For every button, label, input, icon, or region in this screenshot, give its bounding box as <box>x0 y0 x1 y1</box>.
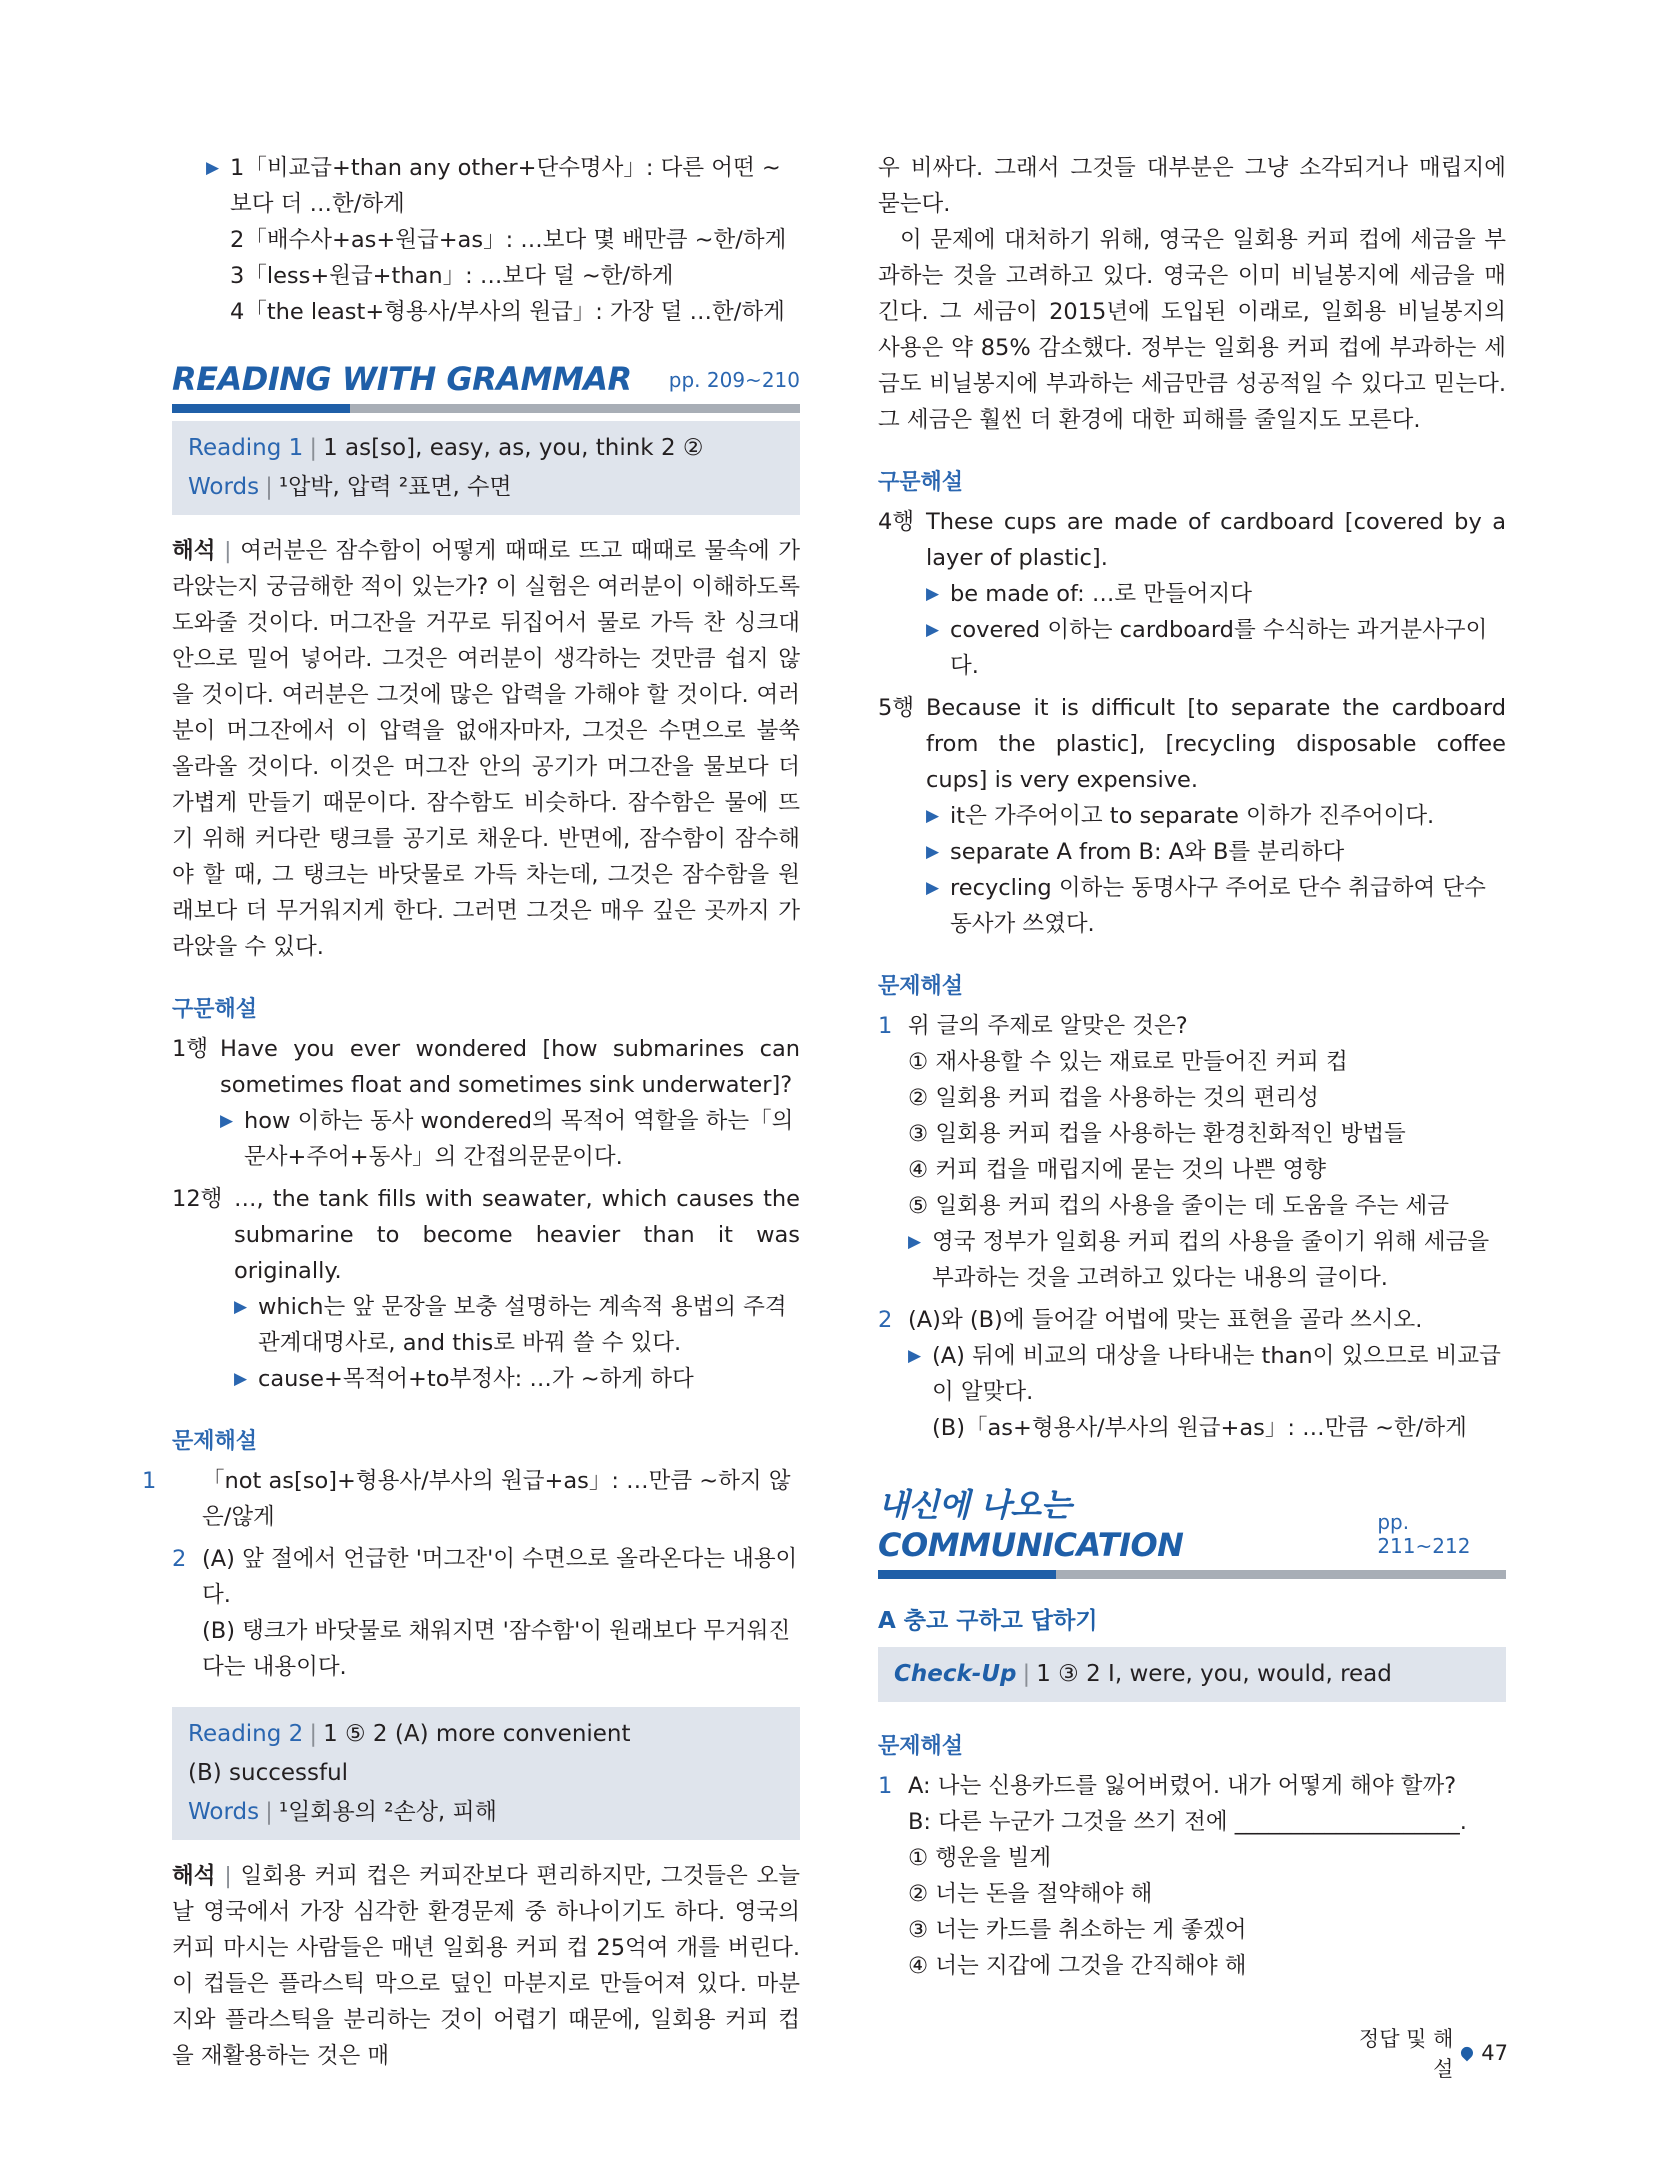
translation-paragraph-2: 이 문제에 대처하기 위해, 영국은 일회용 커피 컵에 세금을 부과하는 것을 고려하고 있다. 영국은 이미 비닐봉지에 세금을 매긴다. 그 세금이 2015년에 도입된 이래로, 일회용 비닐봉지의 사용은 약 85% 감소했다. 정부는 일회용 커피 컵에 부과하는 세금도 비닐봉지에 부과하는 세금만큼 성공적일 수 있다고 믿는다. 그 세금은 훨씬 더 환경에 대한 피해를 줄일지도 모른다. <box>878 227 1506 433</box>
words-label: Words <box>188 474 260 500</box>
page-number: 47 <box>1481 2041 1508 2065</box>
option-item: ④ 너는 지갑에 그것을 간직해야 해 <box>908 1953 1247 1979</box>
question-number: 1 <box>878 1013 893 1039</box>
bullet-text: separate A from B: A와 B를 분리하다 <box>950 839 1345 865</box>
triangle-bullet-icon: ▶ <box>926 842 940 862</box>
comparison-points <box>172 150 800 330</box>
munje-bullet <box>878 1338 1506 1446</box>
gumun-sentence: Because it is difficult [to separate the cardboard from the plastic], [recycling disposable coffee cups] is very expensive. <box>926 695 1506 793</box>
communication-title-en: COMMUNICATION <box>878 1526 1184 1564</box>
gumun-bullet <box>926 870 1506 942</box>
bullet-text: it은 가주어이고 to separate 이하가 진주어이다. <box>950 803 1435 829</box>
gumun-line4 <box>878 504 1506 684</box>
reading2-answer-2: (B) successful <box>188 1760 349 1786</box>
point-text: 2「배수사+as+원급+as」: …보다 몇 배만큼 ~한/하게 <box>230 227 787 253</box>
option-item: ⑤ 일회용 커피 컵의 사용을 줄이는 데 도움을 주는 세금 <box>908 1193 1449 1219</box>
gumun-bullet <box>234 1361 800 1397</box>
option-item: ② 너는 돈을 절약해야 해 <box>908 1881 1153 1907</box>
munje3-q1 <box>878 1768 1506 1984</box>
triangle-bullet-icon: ▶ <box>234 1369 248 1389</box>
triangle-bullet-icon: ▶ <box>908 1232 922 1252</box>
gumun-bullet <box>926 834 1506 870</box>
option-item: ② 일회용 커피 컵을 사용하는 것의 편리성 <box>908 1085 1319 1111</box>
question-text: 위 글의 주제로 알맞은 것은? <box>908 1013 1188 1039</box>
right-column <box>878 150 1506 1984</box>
bullet-text: covered 이하는 cardboard를 수식하는 과거분사구이다. <box>950 617 1488 679</box>
point-item <box>206 222 800 258</box>
haeseok-label: 해석 <box>172 1863 216 1889</box>
dialogue-a: A: 나는 신용카드를 잃어버렸어. 내가 어떻게 해야 할까? <box>908 1773 1457 1799</box>
bullet-text: 영국 정부가 일회용 커피 컵의 사용을 줄이기 위해 세금을 부과하는 것을 고려하고 있다는 내용의 글이다. <box>932 1229 1490 1291</box>
munje-heading: 문제해설 <box>878 974 964 999</box>
haeseok-paragraph-2: 해석 | 일회용 커피 컵은 커피잔보다 편리하지만, 그것들은 오늘날 영국에서 가장 심각한 환경문제 중 하나이기도 하다. 영국의 커피 마시는 사람들은 매년 일회용 커피 컵 25억여 개를 버린다. 이 컵들은 플라스틱 막으로 덮인 마분지로 만들어져 있다. 마분지와 플라스틱을 분리하는 것이 어렵기 때문에, 일회용 커피 컵을 재활용하는 것은 매 <box>172 1863 800 2069</box>
gumun-sentence: …, the tank fills with seawater, which causes the submarine to become heavier than it was originally. <box>234 1186 800 1284</box>
answer-b: (B) 탱크가 바닷물로 채워지면 '잠수함'이 원래보다 무거워진다는 내용이다. <box>202 1618 791 1680</box>
communication-title <box>878 1480 1377 1564</box>
gumun-bullet <box>926 798 1506 834</box>
gumun-bullet <box>926 612 1506 684</box>
option-item: ① 행운을 빌게 <box>908 1845 1052 1871</box>
bullet-text: (B)「as+형용사/부사의 원급+as」: …만큼 ~한/하게 <box>932 1415 1467 1441</box>
triangle-bullet-icon: ▶ <box>220 1111 234 1131</box>
reading2-label: Reading 2 <box>188 1721 304 1747</box>
bullet-text: recycling 이하는 동명사구 주어로 단수 취급하여 단수 동사가 쓰였다. <box>950 875 1486 937</box>
reading2-answer-box: Reading 2 | 1 ⑤ 2 (A) more convenient (B) successful Words | ¹일회용의 ²손상, 피해 <box>172 1707 800 1840</box>
gumun-bullet <box>926 576 1506 612</box>
point-item <box>206 150 800 222</box>
checkup-label: Check-Up <box>894 1661 1017 1687</box>
left-column <box>142 150 800 2074</box>
communication-header <box>878 1480 1506 1579</box>
dialogue-b: B: 다른 누군가 그것을 쓰기 전에 ____________________. <box>908 1809 1467 1835</box>
bullet-text: be made of: …로 만들어지다 <box>950 581 1252 607</box>
footer-label: 정답 및 해설 <box>1358 2027 1454 2081</box>
point-text: 1「비교급+than any other+단수명사」: 다른 어떤 ~보다 더 …한/하게 <box>230 155 781 217</box>
gumun-heading: 구문해설 <box>172 997 258 1022</box>
triangle-bullet-icon: ▶ <box>926 878 940 898</box>
gumun-line5 <box>878 690 1506 942</box>
haeseok-text: 일회용 커피 컵은 커피잔보다 편리하지만, 그것들은 오늘날 영국에서 가장 심각한 환경문제 중 하나이기도 하다. 영국의 커피 마시는 사람들은 매년 일회용 커피 컵 25억여 개를 버린다. 이 컵들은 플라스틱 막으로 덮인 마분지로 만들어져 있다. 마분지와 플라스틱을 분리하는 것이 어렵기 때문에, 일회용 커피 컵을 재활용하는 것은 매 <box>172 1863 800 2069</box>
haeseok-label: 해석 <box>172 538 216 564</box>
communication-pages: pp. 211~212 <box>1377 1510 1471 1558</box>
point-item <box>206 294 800 330</box>
bullet-text: how 이하는 동사 wondered의 목적어 역할을 하는「의문사+주어+동사」의 간접의문문이다. <box>244 1108 794 1170</box>
gumun-sentence: These cups are made of cardboard [covered by a layer of plastic]. <box>926 509 1506 571</box>
point-text: 3「less+원급+than」: …보다 덜 ~한/하게 <box>230 263 674 289</box>
reading1-answer-box: Reading 1 | 1 as[so], easy, as, you, think 2 ② Words | ¹압박, 압력 ²표면, 수면 <box>172 421 800 515</box>
title-bar <box>878 1570 1506 1579</box>
page-footer <box>1340 2023 1508 2083</box>
triangle-bullet-icon: ▶ <box>206 158 220 178</box>
triangle-bullet-icon: ▶ <box>926 620 940 640</box>
munje2-q2 <box>878 1302 1506 1338</box>
communication-subheading: A 충고 구하고 답하기 <box>878 1608 1098 1634</box>
answer-a: (A) 앞 절에서 언급한 '머그잔'이 수면으로 올라온다는 내용이다. <box>202 1546 798 1608</box>
option-item: ① 재사용할 수 있는 재료로 만들어진 커피 컵 <box>908 1049 1348 1075</box>
haeseok-text: 여러분은 잠수함이 어떻게 때때로 뜨고 때때로 물속에 가라앉는지 궁금해한 적이 있는가? 이 실험은 여러분이 이해하도록 도와줄 것이다. 머그잔을 거꾸로 뒤집어서 물로 가득 찬 싱크대 안으로 밀어 넣어라. 그것은 여러분이 생각하는 것만큼 쉽지 않을 것이다. 여러분은 그것에 많은 압력을 가해야 할 것이다. 여러분이 머그잔에서 이 압력을 없애자마자, 그것은 수면으로 불쑥 올라올 것이다. 이것은 머그잔 안의 공기가 머그잔을 물보다 더 가볍게 만들기 때문이다. 잠수함도 비슷하다. 잠수함은 물에 뜨기 위해 커다란 탱크를 공기로 채운다. 반면에, 잠수함이 잠수해야 할 때, 그 탱크는 바닷물로 가득 차는데, 그것은 잠수함을 원래보다 더 무거워지게 한다. 그러면 그것은 매우 깊은 곳까지 가라앉을 수 있다. <box>172 538 800 960</box>
triangle-bullet-icon: ▶ <box>234 1297 248 1317</box>
munje-heading: 문제해설 <box>172 1429 258 1454</box>
reading2-words: ¹일회용의 ²손상, 피해 <box>278 1799 497 1825</box>
reading1-words: ¹압박, 압력 ²표면, 수면 <box>278 474 512 500</box>
line-number: 4행 <box>878 509 915 535</box>
reading1-answer: 1 as[so], easy, as, you, think 2 ② <box>323 435 704 461</box>
triangle-bullet-icon: ▶ <box>926 584 940 604</box>
reading-grammar-header <box>172 360 800 413</box>
bullet-text: which는 앞 문장을 보충 설명하는 계속적 용법의 주격 관계대명사로, and this로 바꿔 쓸 수 있다. <box>258 1294 787 1356</box>
reading2-answer: 1 ⑤ 2 (A) more convenient <box>323 1721 631 1747</box>
checkup-box: Check-Up | 1 ③ 2 I, were, you, would, read <box>878 1647 1506 1702</box>
question-number: 1 <box>878 1773 893 1799</box>
gumun-bullet <box>220 1103 800 1175</box>
question-number: 2 <box>172 1546 187 1572</box>
checkup-answer: 1 ③ 2 I, were, you, would, read <box>1036 1661 1392 1687</box>
words-label: Words <box>188 1799 260 1825</box>
gumun-bullet <box>234 1289 800 1361</box>
munje-heading: 문제해설 <box>878 1734 964 1759</box>
line-number: 1행 <box>172 1036 209 1062</box>
translation-continued: 우 비싸다. 그래서 그것들 대부분은 그냥 소각되거나 매립지에 묻는다. <box>878 155 1506 217</box>
triangle-bullet-icon: ▶ <box>908 1346 922 1366</box>
bullet-text: (A) 뒤에 비교의 대상을 나타내는 than이 있으므로 비교급이 알맞다. <box>932 1343 1501 1405</box>
communication-title-kr: 내신에 나오는 <box>878 1486 1072 1524</box>
munje2-q1 <box>878 1008 1506 1044</box>
reading1-label: Reading 1 <box>188 435 304 461</box>
munje1-q2 <box>172 1541 800 1685</box>
pin-icon <box>1459 2045 1476 2062</box>
gumun-line1 <box>172 1031 800 1175</box>
question-number: 2 <box>878 1307 893 1333</box>
gumun-heading: 구문해설 <box>878 470 964 495</box>
option-item: ③ 너는 카드를 취소하는 게 좋겠어 <box>908 1917 1247 1943</box>
option-item: ④ 커피 컵을 매립지에 묻는 것의 나쁜 영향 <box>908 1157 1326 1183</box>
section-pages: pp. 209~210 <box>668 368 800 392</box>
section-title: READING WITH GRAMMAR <box>172 360 632 398</box>
munje-bullet <box>878 1224 1506 1296</box>
question-number: 1 <box>142 1468 157 1494</box>
question-text: (A)와 (B)에 들어갈 어법에 맞는 표현을 골라 쓰시오. <box>908 1307 1423 1333</box>
option-item: ③ 일회용 커피 컵을 사용하는 환경친화적인 방법들 <box>908 1121 1406 1147</box>
gumun-sentence: Have you ever wondered [how submarines can sometimes float and sometimes sink underwater]? <box>220 1036 800 1098</box>
question-text: 「not as[so]+형용사/부사의 원급+as」: …만큼 ~하지 않은/않게 <box>202 1468 791 1530</box>
haeseok-paragraph-1: 해석 | 여러분은 잠수함이 어떻게 때때로 뜨고 때때로 물속에 가라앉는지 궁금해한 적이 있는가? 이 실험은 여러분이 이해하도록 도와줄 것이다. 머그잔을 거꾸로 뒤집어서 물로 가득 찬 싱크대 안으로 밀어 넣어라. 그것은 여러분이 생각하는 것만큼 쉽지 않을 것이다. 여러분은 그것에 많은 압력을 가해야 할 것이다. 여러분이 머그잔에서 이 압력을 없애자마자, 그것은 수면으로 불쑥 올라올 것이다. 이것은 머그잔 안의 공기가 머그잔을 물보다 더 가볍게 만들기 때문이다. 잠수함도 비슷하다. 잠수함은 물에 뜨기 위해 커다란 탱크를 공기로 채운다. 반면에, 잠수함이 잠수해야 할 때, 그 탱크는 바닷물로 가득 차는데, 그것은 잠수함을 원래보다 더 무거워지게 한다. 그러면 그것은 매우 깊은 곳까지 가라앉을 수 있다. <box>172 538 800 960</box>
line-number: 5행 <box>878 695 915 721</box>
point-item <box>206 258 800 294</box>
bullet-text: cause+목적어+to부정사: …가 ~하게 하다 <box>258 1366 694 1392</box>
title-bar <box>172 404 800 413</box>
gumun-line12 <box>172 1181 800 1397</box>
line-number: 12행 <box>172 1186 223 1212</box>
triangle-bullet-icon: ▶ <box>926 806 940 826</box>
munje1-q1 <box>142 1463 800 1535</box>
point-text: 4「the least+형용사/부사의 원급」: 가장 덜 …한/하게 <box>230 299 785 325</box>
